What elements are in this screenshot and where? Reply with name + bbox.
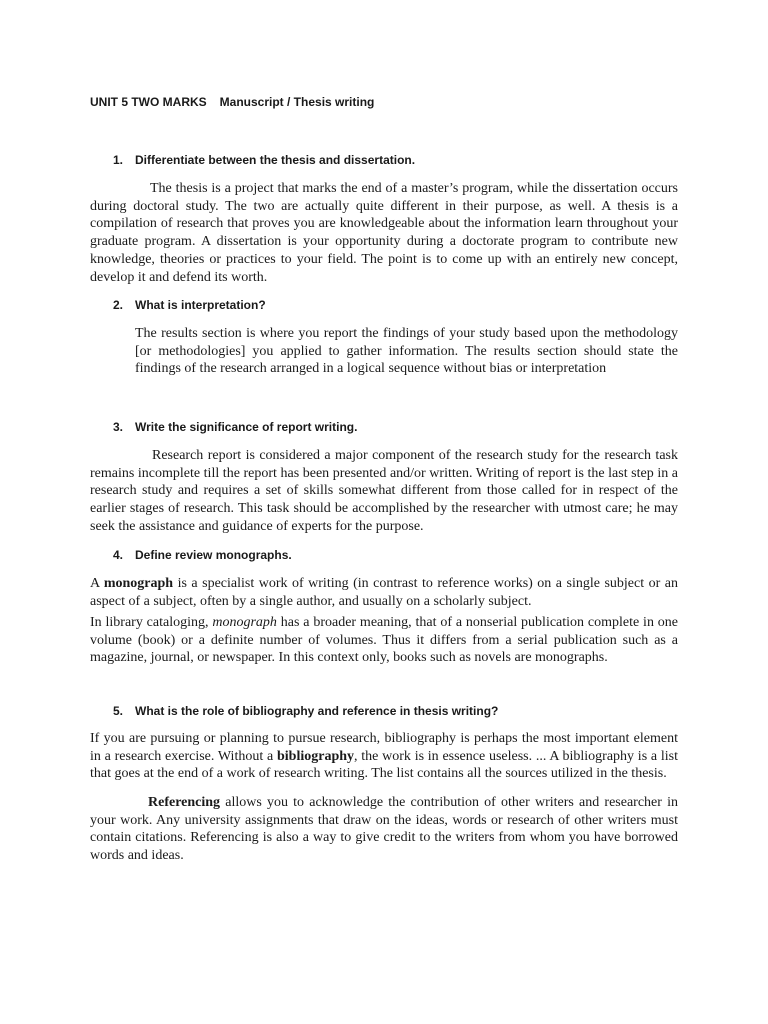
answer-text: , the work is in essence useless. ... A bibliography is a list that goes at the end of a work of research writing. The list contains all the sources utilized in the thesis. [90,748,679,782]
answer-lead: If you are pursuing or planning to pursue research, bibliography is perhaps the most important element in a research exercise. Without a [90,731,678,764]
question-number: 4. [113,548,124,562]
answer-term: bibliography [276,748,355,764]
answer-text: is a specialist work of writing (in contrast to reference works) on a single subject or an aspect of a subject, often by a single author, and usually on a scholarly subject. [90,576,678,609]
answer-term: Referencing [148,795,221,810]
unit-subtitle: Manuscript / Thesis writing [219,95,375,109]
question-2-heading [113,298,266,312]
question-number: 1. [113,153,124,167]
question-number: 5. [113,704,124,718]
answer-text: Research report is considered a major component of the research study for the research task remains incomplete till the report has been presented and/or written. Writing of report is the last step in a research study and requires a set of skills somewhat different from those called for in respect of the earlier stages of research. This task should be accomplished by the researcher with utmost care; he may seek the assistance and guidance of experts for the purpose. [90,448,678,534]
answer-3-paragraph [90,447,678,536]
question-title: What is the role of bibliography and reference in thesis writing? [135,704,499,718]
answer-4-paragraph-2 [90,614,678,667]
answer-2-paragraph [135,325,678,378]
question-title: What is interpretation? [135,298,266,312]
answer-5-paragraph-2 [90,794,678,865]
answer-term: monograph [212,615,277,630]
unit-title: UNIT 5 TWO MARKS [90,95,207,109]
answer-term: monograph [103,576,174,591]
question-5-heading [113,704,498,718]
answer-text: has a broader meaning, that of a nonserial publication complete in one volume (book) or a definite number of volumes. Thus it differs from a serial publication such as a magazine, journal, or newspaper. In this context only, books such as novels are monographs. [90,615,679,666]
question-title: Define review monographs. [135,548,292,562]
question-title: Differentiate between the thesis and dissertation. [135,153,416,167]
question-number: 3. [113,420,124,434]
question-4-heading [113,548,292,562]
question-title: Write the significance of report writing. [135,420,358,434]
answer-5-paragraph-1 [90,730,678,783]
question-1-heading [113,153,415,167]
answer-lead: In library cataloging, [90,615,213,630]
question-3-heading [113,420,357,434]
answer-1-paragraph [90,180,678,286]
document-header [90,95,374,109]
answer-4-paragraph-1 [90,575,678,610]
answer-text: allows you to acknowledge the contribution of other writers and researcher in your work. Any university assignments that draw on the ideas, words or research of other writers must contain citations. Referencing is also a way to give credit to the writers from whom you have borrowed words and ideas. [90,795,678,864]
answer-lead: A [90,576,104,591]
question-number: 2. [113,298,124,312]
answer-text: The results section is where you report the findings of your study based upon the methodology [or methodologies] you applied to gather information. The results section should state the findings of the research arranged in a logical sequence without bias or interpretation [135,326,678,377]
answer-text: The thesis is a project that marks the end of a master’s program, while the dissertation occurs during doctoral study. The two are actually quite different in their purpose, as well. A thesis is a compilation of research that proves you are knowledgeable about the information learn throughout your graduate program. A dissertation is your opportunity during a doctorate program to contribute new knowledge, theories or practices to your field. The point is to come up with an entirely new concept, develop it and defend its worth. [90,181,678,285]
